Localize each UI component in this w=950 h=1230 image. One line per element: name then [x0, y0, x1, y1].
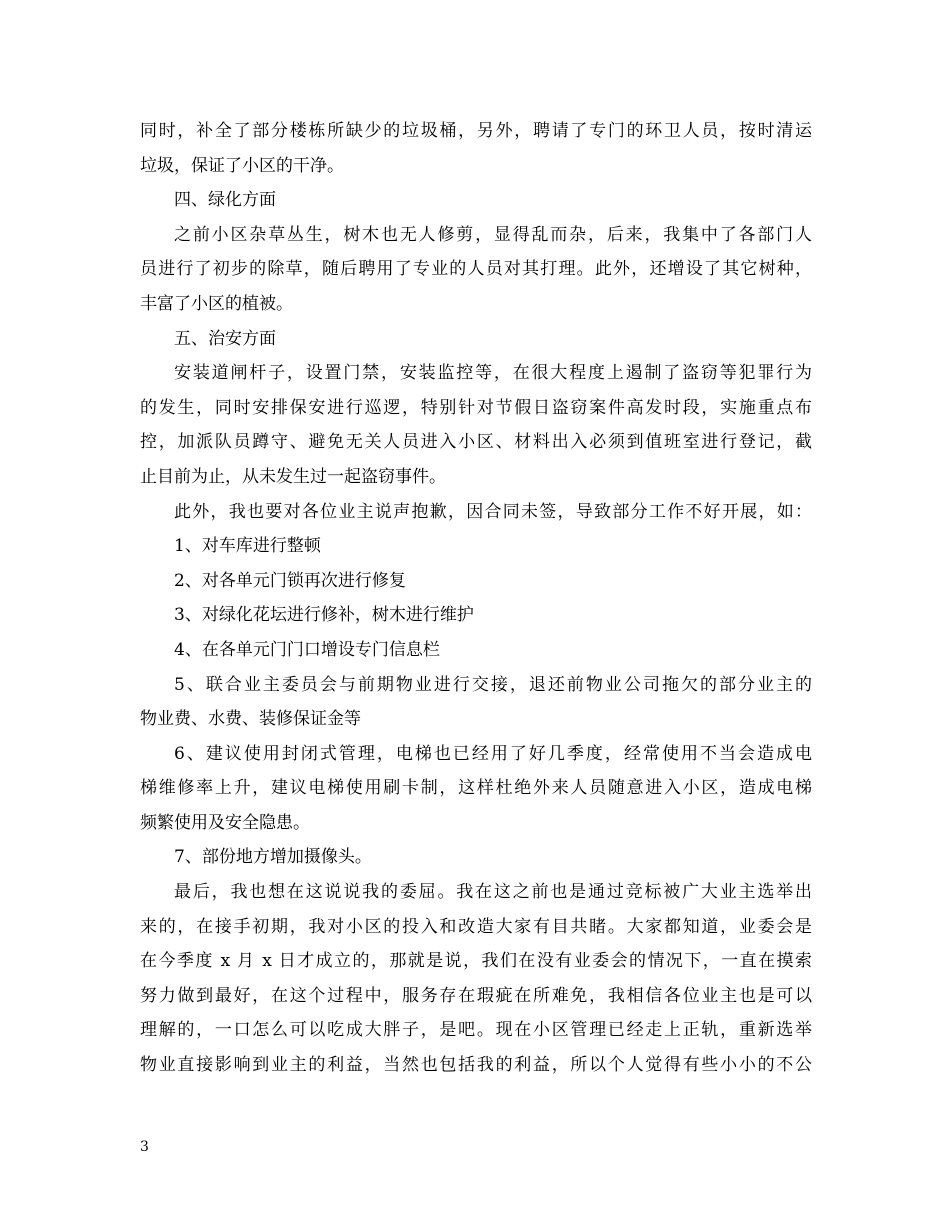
text-line: 此外，我也要对各位业主说声抱歉，因合同未签，导致部分工作不好开展，如：: [174, 501, 812, 522]
text-line: 梯维修率上升，建议电梯使用刷卡制，这样杜绝外来人员随意进入小区，造成电梯: [140, 778, 812, 799]
text-line: 3、对绿化花坛进行修补，树木进行维护: [174, 605, 474, 626]
text-line: 2、对各单元门锁再次进行修复: [174, 570, 406, 591]
text-line: 控，加派队员蹲守、避免无关人员进入小区、材料出入必须到值班室进行登记，截: [140, 432, 812, 453]
text-line: 四、绿化方面: [174, 190, 276, 211]
text-line: 同时，补全了部分楼栋所缺少的垃圾桶，另外，聘请了专门的环卫人员，按时清运: [140, 121, 812, 141]
text-line: 物业费、水费、装修保证金等: [140, 709, 361, 730]
text-line: 5、联合业主委员会与前期物业进行交接，退还前物业公司拖欠的部分业主的: [174, 674, 812, 695]
text-line: 安装道闸杆子，设置门禁，安装监控等，在很大程度上遏制了盗窃等犯罪行为: [174, 363, 812, 384]
text-line: 的发生，同时安排保安进行巡逻，特别针对节假日盗窃案件高发时段，实施重点布: [140, 397, 812, 418]
text-line: 7、部份地方增加摄像头。: [174, 847, 372, 868]
text-line: 在今季度 x 月 x 日才成立的，那就是说，我们在没有业委会的情况下，一直在摸索: [140, 951, 812, 972]
text-line: 垃圾，保证了小区的干净。: [140, 155, 344, 176]
document-body: [140, 114, 812, 1083]
text-line: 4、在各单元门门口增设专门信息栏: [174, 639, 440, 660]
text-line: 来的，在接手初期，我对小区的投入和改造大家有目共睹。大家都知道，业委会是: [140, 916, 812, 937]
text-line: 员进行了初步的除草，随后聘用了专业的人员对其打理。此外，还增设了其它树种，: [140, 259, 812, 280]
text-line: 最后，我也想在这说说我的委屈。我在这之前也是通过竞标被广大业主选举出: [174, 882, 812, 903]
text-line: 频繁使用及安全隐患。: [140, 812, 310, 833]
text-line: 努力做到最好，在这个过程中，服务存在瑕疵在所难免，我相信各位业主也是可以: [140, 985, 812, 1006]
text-line: 止目前为止，从未发生过一起盗窃事件。: [140, 466, 446, 487]
text-line: 五、治安方面: [174, 328, 276, 349]
page-number: 3: [140, 1139, 149, 1155]
text-line: 理解的，一口怎么可以吃成大胖子，是吧。现在小区管理已经走上正轨，重新选举: [140, 1020, 812, 1041]
text-line: 丰富了小区的植被。: [140, 293, 293, 314]
text-line: 物业直接影响到业主的利益，当然也包括我的利益，所以个人觉得有些小小的不公: [140, 1055, 812, 1076]
text-line: 1、对车库进行整顿: [174, 536, 321, 557]
text-line: 之前小区杂草丛生，树木也无人修剪，显得乱而杂，后来，我集中了各部门人: [174, 224, 812, 245]
text-line: 6、建议使用封闭式管理，电梯也已经用了好几季度，经常使用不当会造成电: [174, 743, 812, 764]
